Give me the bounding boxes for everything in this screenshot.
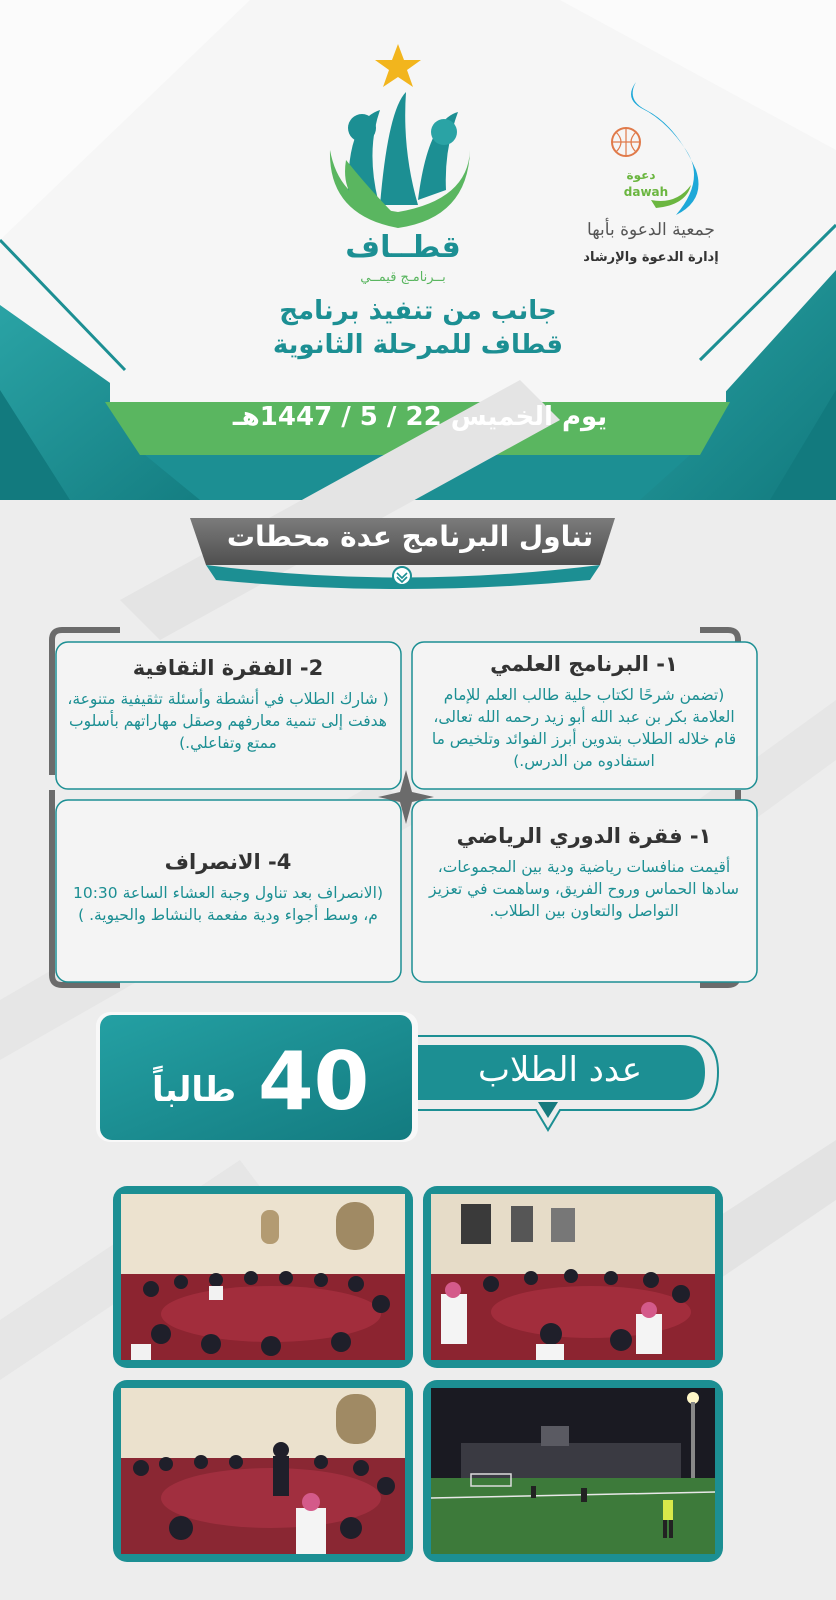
org-logo-brand-ar: دعوة	[626, 168, 656, 182]
student-count-box	[100, 1015, 412, 1140]
org-logo-icon	[596, 80, 726, 220]
date-ribbon: يوم الخميس 22 / 5 / 1447هـ	[232, 402, 608, 432]
headline-line-1: جانب من تنفيذ برنامج	[279, 296, 557, 326]
photo-football-field	[431, 1388, 715, 1554]
card-title: ١- البرنامج العلمي	[490, 652, 678, 676]
photo-indoor-1	[121, 1194, 405, 1360]
student-count-unit: طالباً	[152, 1070, 237, 1110]
card-body: ( شارك الطلاب في أنشطة وأسئلة تثقيفية متنوعة، هدفت إلى تنمية معارفهم وصقل مهاراتهم بأسلوب ممتع وتفاعلي.)	[67, 690, 389, 752]
card-body: (الانصراف بعد تناول وجبة العشاء الساعة 10:30 م، وسط أجواء ودية مفعمة بالنشاط والحيوية. )	[72, 884, 384, 924]
card-body: (تضمن شرحًا لكتاب حلية طالب العلم للإمام العلامة بكر بن عبد الله أبو زيد رحمه الله تعالى، قام خلاله الطلاب بتدوين أبرز الفوائد وتلخيص ما استفادوه من الدرس.)	[431, 686, 737, 770]
card-title: ١- فقرة الدوري الرياضي	[456, 824, 712, 848]
card-title: 2- الفقرة الثقافية	[132, 656, 324, 680]
org-logo-calligraphy: جمعية الدعوة بأبها	[587, 220, 715, 240]
card-scientific-program	[414, 650, 754, 772]
card-cultural-segment	[58, 654, 398, 754]
org-logo-department: إدارة الدعوة والإرشاد	[583, 250, 719, 265]
photo-indoor-3	[121, 1388, 405, 1554]
section-title: تناول البرنامج عدة محطات	[226, 520, 594, 553]
card-dismissal	[58, 848, 398, 926]
program-logo	[318, 40, 488, 290]
student-count: 40	[258, 1035, 370, 1128]
program-logo-name: قطــاف	[345, 230, 461, 265]
photo-indoor-2	[431, 1194, 715, 1360]
headline-line-2: قطاف للمرحلة الثانوية	[272, 330, 564, 360]
program-logo-tagline: بــرنامـج قيمــي	[360, 270, 446, 285]
card-body: أقيمت منافسات رياضية ودية بين المجموعات، سادها الحماس وروح الفريق، وساهمت في تعزيز التواصل والتعاون بين الطلاب.	[429, 858, 739, 920]
org-logo-brand-en: dawah	[623, 185, 669, 199]
program-logo-icon	[318, 40, 488, 230]
student-count-label: عدد الطلاب	[477, 1050, 643, 1090]
card-sports-league	[414, 822, 754, 922]
org-logo	[583, 80, 726, 280]
headline	[228, 294, 608, 362]
card-title: 4- الانصراف	[164, 850, 292, 874]
